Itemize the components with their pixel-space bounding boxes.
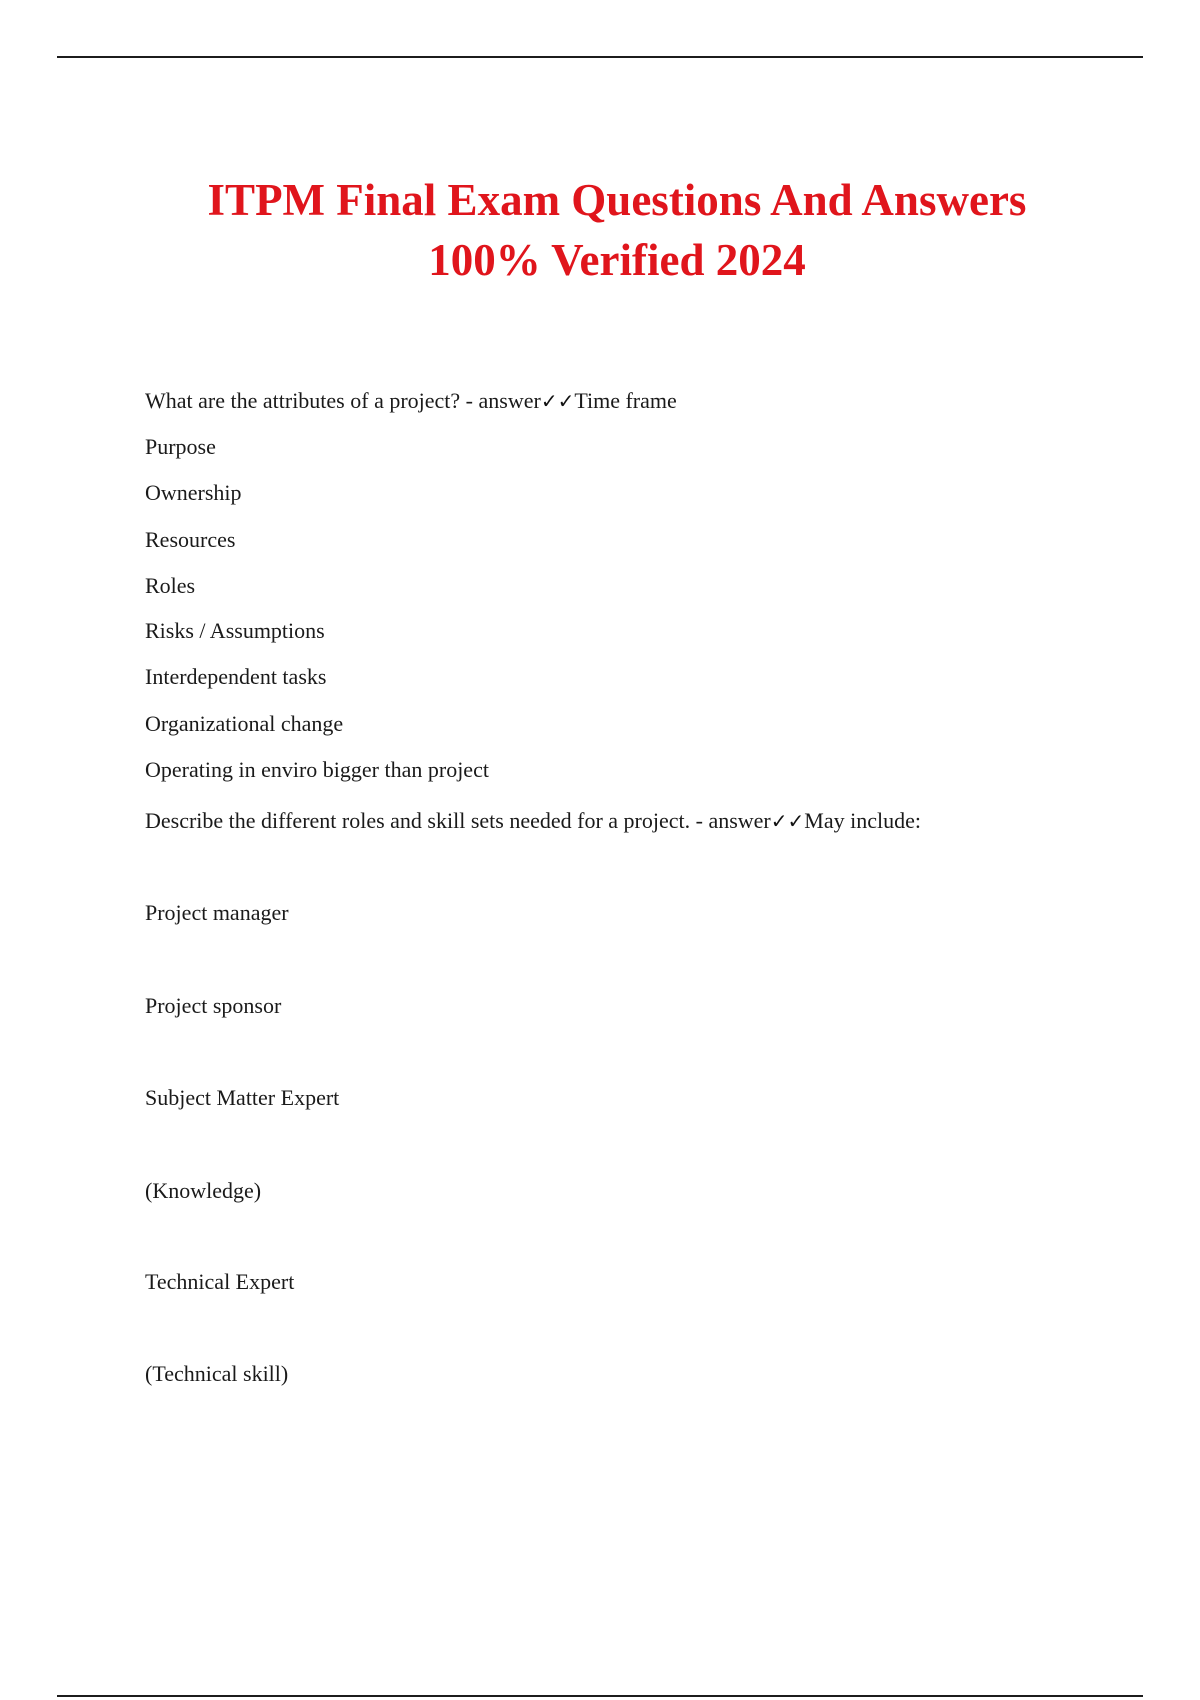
question-1-first-answer: Time frame [574,388,677,413]
answer-item: Risks / Assumptions [145,618,325,643]
question-1 [145,386,677,416]
answer-item: Organizational change [145,711,344,736]
answer-item: Technical Expert [145,1269,295,1294]
question-2-text: Describe the different roles and skill sets needed for a project. - answer [145,808,771,833]
check-mark-icon: ✓✓ [770,809,805,833]
document-title-line-1: ITPM Final Exam Questions And Answers [207,175,1027,225]
answer-item: Interdependent tasks [145,664,327,689]
footer-rule [57,1695,1143,1697]
document-title-line-2: 100% Verified 2024 [428,235,806,285]
answer-item: Operating in enviro bigger than project [145,757,489,782]
answer-item: Project manager [145,900,289,925]
answer-item: (Knowledge) [145,1178,262,1203]
answer-item: Subject Matter Expert [145,1085,340,1110]
answer-item: Project sponsor [145,993,282,1018]
answer-item: Ownership [145,480,242,505]
header-rule [57,56,1143,58]
question-2 [145,806,921,836]
check-mark-icon: ✓✓ [540,389,575,413]
question-2-first-answer: May include: [804,808,921,833]
question-1-text: What are the attributes of a project? - answer [145,388,541,413]
answer-item: Purpose [145,434,216,459]
answer-item: Resources [145,527,236,552]
answer-item: (Technical skill) [145,1361,289,1386]
answer-item: Roles [145,573,196,598]
